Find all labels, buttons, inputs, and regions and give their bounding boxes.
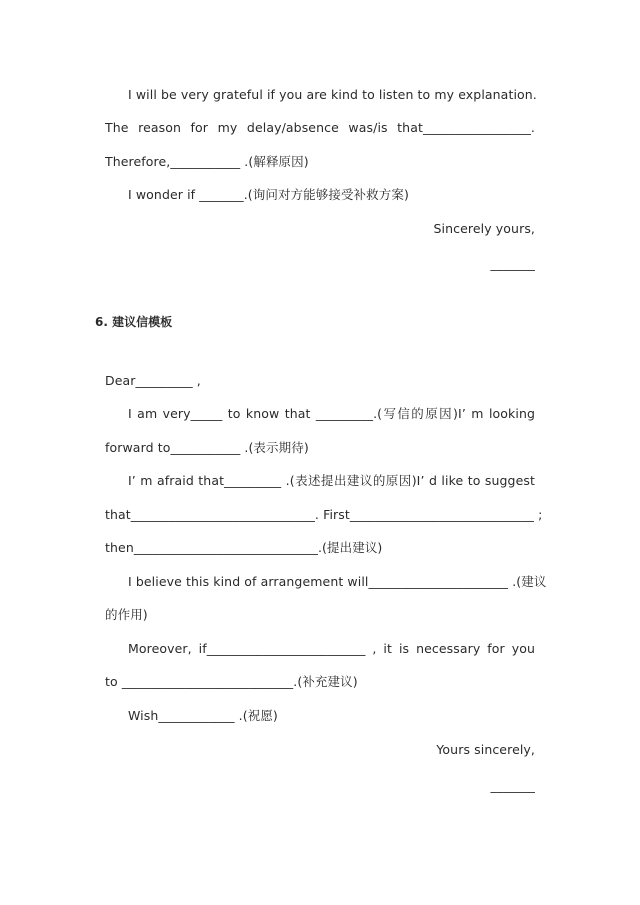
paragraph-line: I believe this kind of arrangement will______________________ .(建议	[128, 574, 547, 589]
signature-blank: _______	[490, 778, 535, 793]
paragraph-line: 的作用)	[105, 607, 148, 622]
section-heading: 6. 建议信模板	[95, 315, 173, 329]
paragraph-line: I am very_____ to know that _________.(写信的原因)I’ m looking	[128, 406, 535, 421]
paragraph-line: that_____________________________. First_____________________________ ;	[105, 507, 543, 522]
letter-salutation: Dear_________ ,	[105, 373, 201, 388]
paragraph-line: I will be very grateful if you are kind to listen to my explanation.	[128, 87, 537, 102]
paragraph-line: I wonder if _______.(询问对方能够接受补救方案)	[128, 187, 409, 202]
paragraph-line: Moreover, if_________________________ , it is necessary for you	[128, 641, 535, 656]
signature-blank: _______	[490, 256, 535, 271]
paragraph-line: The reason for my delay/absence was/is that_________________.	[105, 120, 535, 135]
paragraph-line: Wish____________ .(祝愿)	[128, 708, 278, 723]
paragraph-line: I’ m afraid that_________ .(表述提出建议的原因)I’ d like to suggest	[128, 473, 535, 488]
letter-closing: Sincerely yours,	[433, 221, 535, 236]
paragraph-line: to ___________________________.(补充建议)	[105, 674, 358, 689]
letter-closing: Yours sincerely,	[436, 742, 535, 757]
paragraph-line: then_____________________________.(提出建议)	[105, 540, 383, 555]
paragraph-line: Therefore,___________ .(解释原因)	[105, 154, 309, 169]
paragraph-line: forward to___________ .(表示期待)	[105, 440, 309, 455]
